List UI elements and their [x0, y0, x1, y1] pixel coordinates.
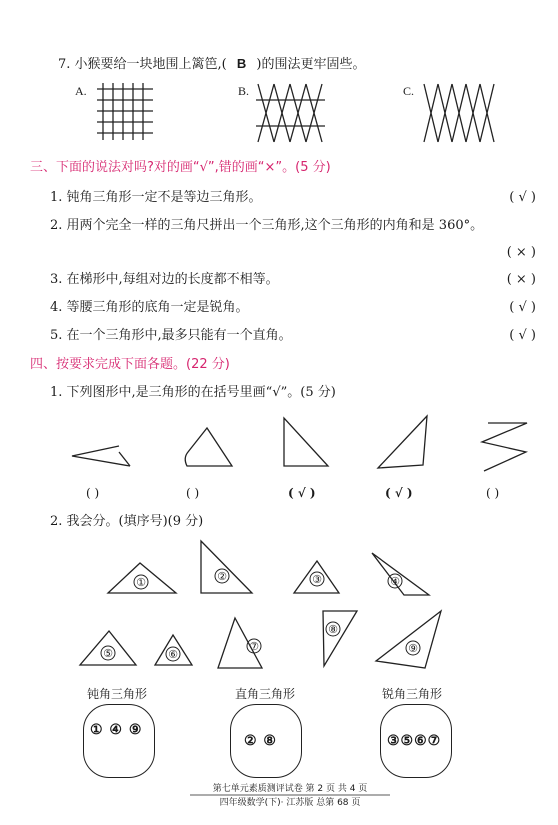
s3-item-3: 3. 在梯形中,每组对边的长度都不相等。 [50, 272, 279, 287]
triangle-label-1: ① [136, 576, 146, 589]
s3-item-4: 4. 等腰三角形的底角一定是锐角。 [50, 300, 249, 315]
s4-q1-text: 1. 下列图形中,是三角形的在括号里画“√”。(5 分) [50, 385, 336, 400]
s3-item-3-mark: ( × ) [506, 272, 536, 287]
s4-q1-paren-3: ( √ ) [288, 486, 316, 500]
s4-q1-paren-5: ( ) [486, 486, 500, 500]
shape-3-triangle [284, 418, 328, 466]
category-acute-answer: ③⑤⑥⑦ [387, 733, 442, 749]
s4-q1-paren-1: ( ) [86, 486, 100, 500]
shape-5-zigzag [482, 423, 527, 471]
triangle-8 [323, 611, 357, 666]
s3-item-1: 1. 钝角三角形一定不是等边三角形。 [50, 190, 262, 205]
footer-line-2: 四年级数学(下)· 江苏版 总第 68 页 [219, 798, 361, 808]
category-right-label: 直角三角形 [235, 687, 296, 701]
triangle-label-6: ⑥ [168, 648, 178, 661]
s3-item-5: 5. 在一个三角形中,最多只能有一个直角。 [50, 328, 292, 343]
triangle-9 [376, 611, 441, 668]
shape-1-open [72, 446, 130, 466]
triangle-label-7: ⑦ [249, 640, 259, 653]
s3-item-2: 2. 用两个完全一样的三角尺拼出一个三角形,这个三角形的内角和是 360°。 [50, 218, 484, 233]
s4-q1-paren-4: ( √ ) [385, 486, 413, 500]
section4-title: 四、按要求完成下面各题。(22 分) [30, 357, 230, 372]
triangle-label-9: ⑨ [408, 642, 418, 655]
category-obtuse-label: 钝角三角形 [87, 687, 148, 701]
q7-question [58, 56, 366, 73]
fence-c-diagonal [424, 84, 494, 142]
triangle-4 [372, 553, 429, 595]
fence-b-braced [256, 84, 325, 142]
s3-item-5-mark: ( √ ) [509, 328, 536, 343]
q7-question-end: )的围法更牢固些。 [256, 57, 366, 72]
section3-title: 三、下面的说法对吗?对的画“√”,错的画“×”。(5 分) [30, 160, 331, 175]
triangle-label-3: ③ [312, 573, 322, 586]
shape-2-curved [185, 428, 232, 466]
category-acute-label: 锐角三角形 [382, 687, 443, 701]
q7-question-text: 7. 小猴要给一块地围上篱笆,( [58, 57, 227, 72]
shape-4-triangle [378, 416, 427, 468]
q7-option-b: B. [238, 84, 250, 98]
s3-item-1-mark: ( √ ) [509, 190, 536, 205]
q7-option-c: C. [403, 84, 415, 98]
s4-q1-paren-2: ( ) [186, 486, 200, 500]
fence-a-grid [97, 83, 153, 140]
q7-option-a: A. [75, 84, 87, 98]
triangle-label-4: ④ [390, 575, 400, 588]
triangle-2 [201, 541, 252, 593]
s4-q2-text: 2. 我会分。(填序号)(9 分) [50, 514, 204, 529]
triangle-label-5: ⑤ [103, 647, 113, 660]
category-obtuse-box [83, 704, 155, 778]
s3-item-4-mark: ( √ ) [509, 300, 536, 315]
category-right-answer: ② ⑧ [244, 733, 277, 749]
footer-line-1: 第七单元素质测评试卷 第 2 页 共 4 页 [212, 784, 368, 794]
category-obtuse-answer: ① ④ ⑨ [90, 722, 143, 738]
triangle-label-8: ⑧ [328, 623, 338, 636]
q7-answer: B [236, 56, 247, 71]
s3-item-2-mark: ( × ) [506, 245, 536, 260]
triangle-label-2: ② [217, 570, 227, 583]
